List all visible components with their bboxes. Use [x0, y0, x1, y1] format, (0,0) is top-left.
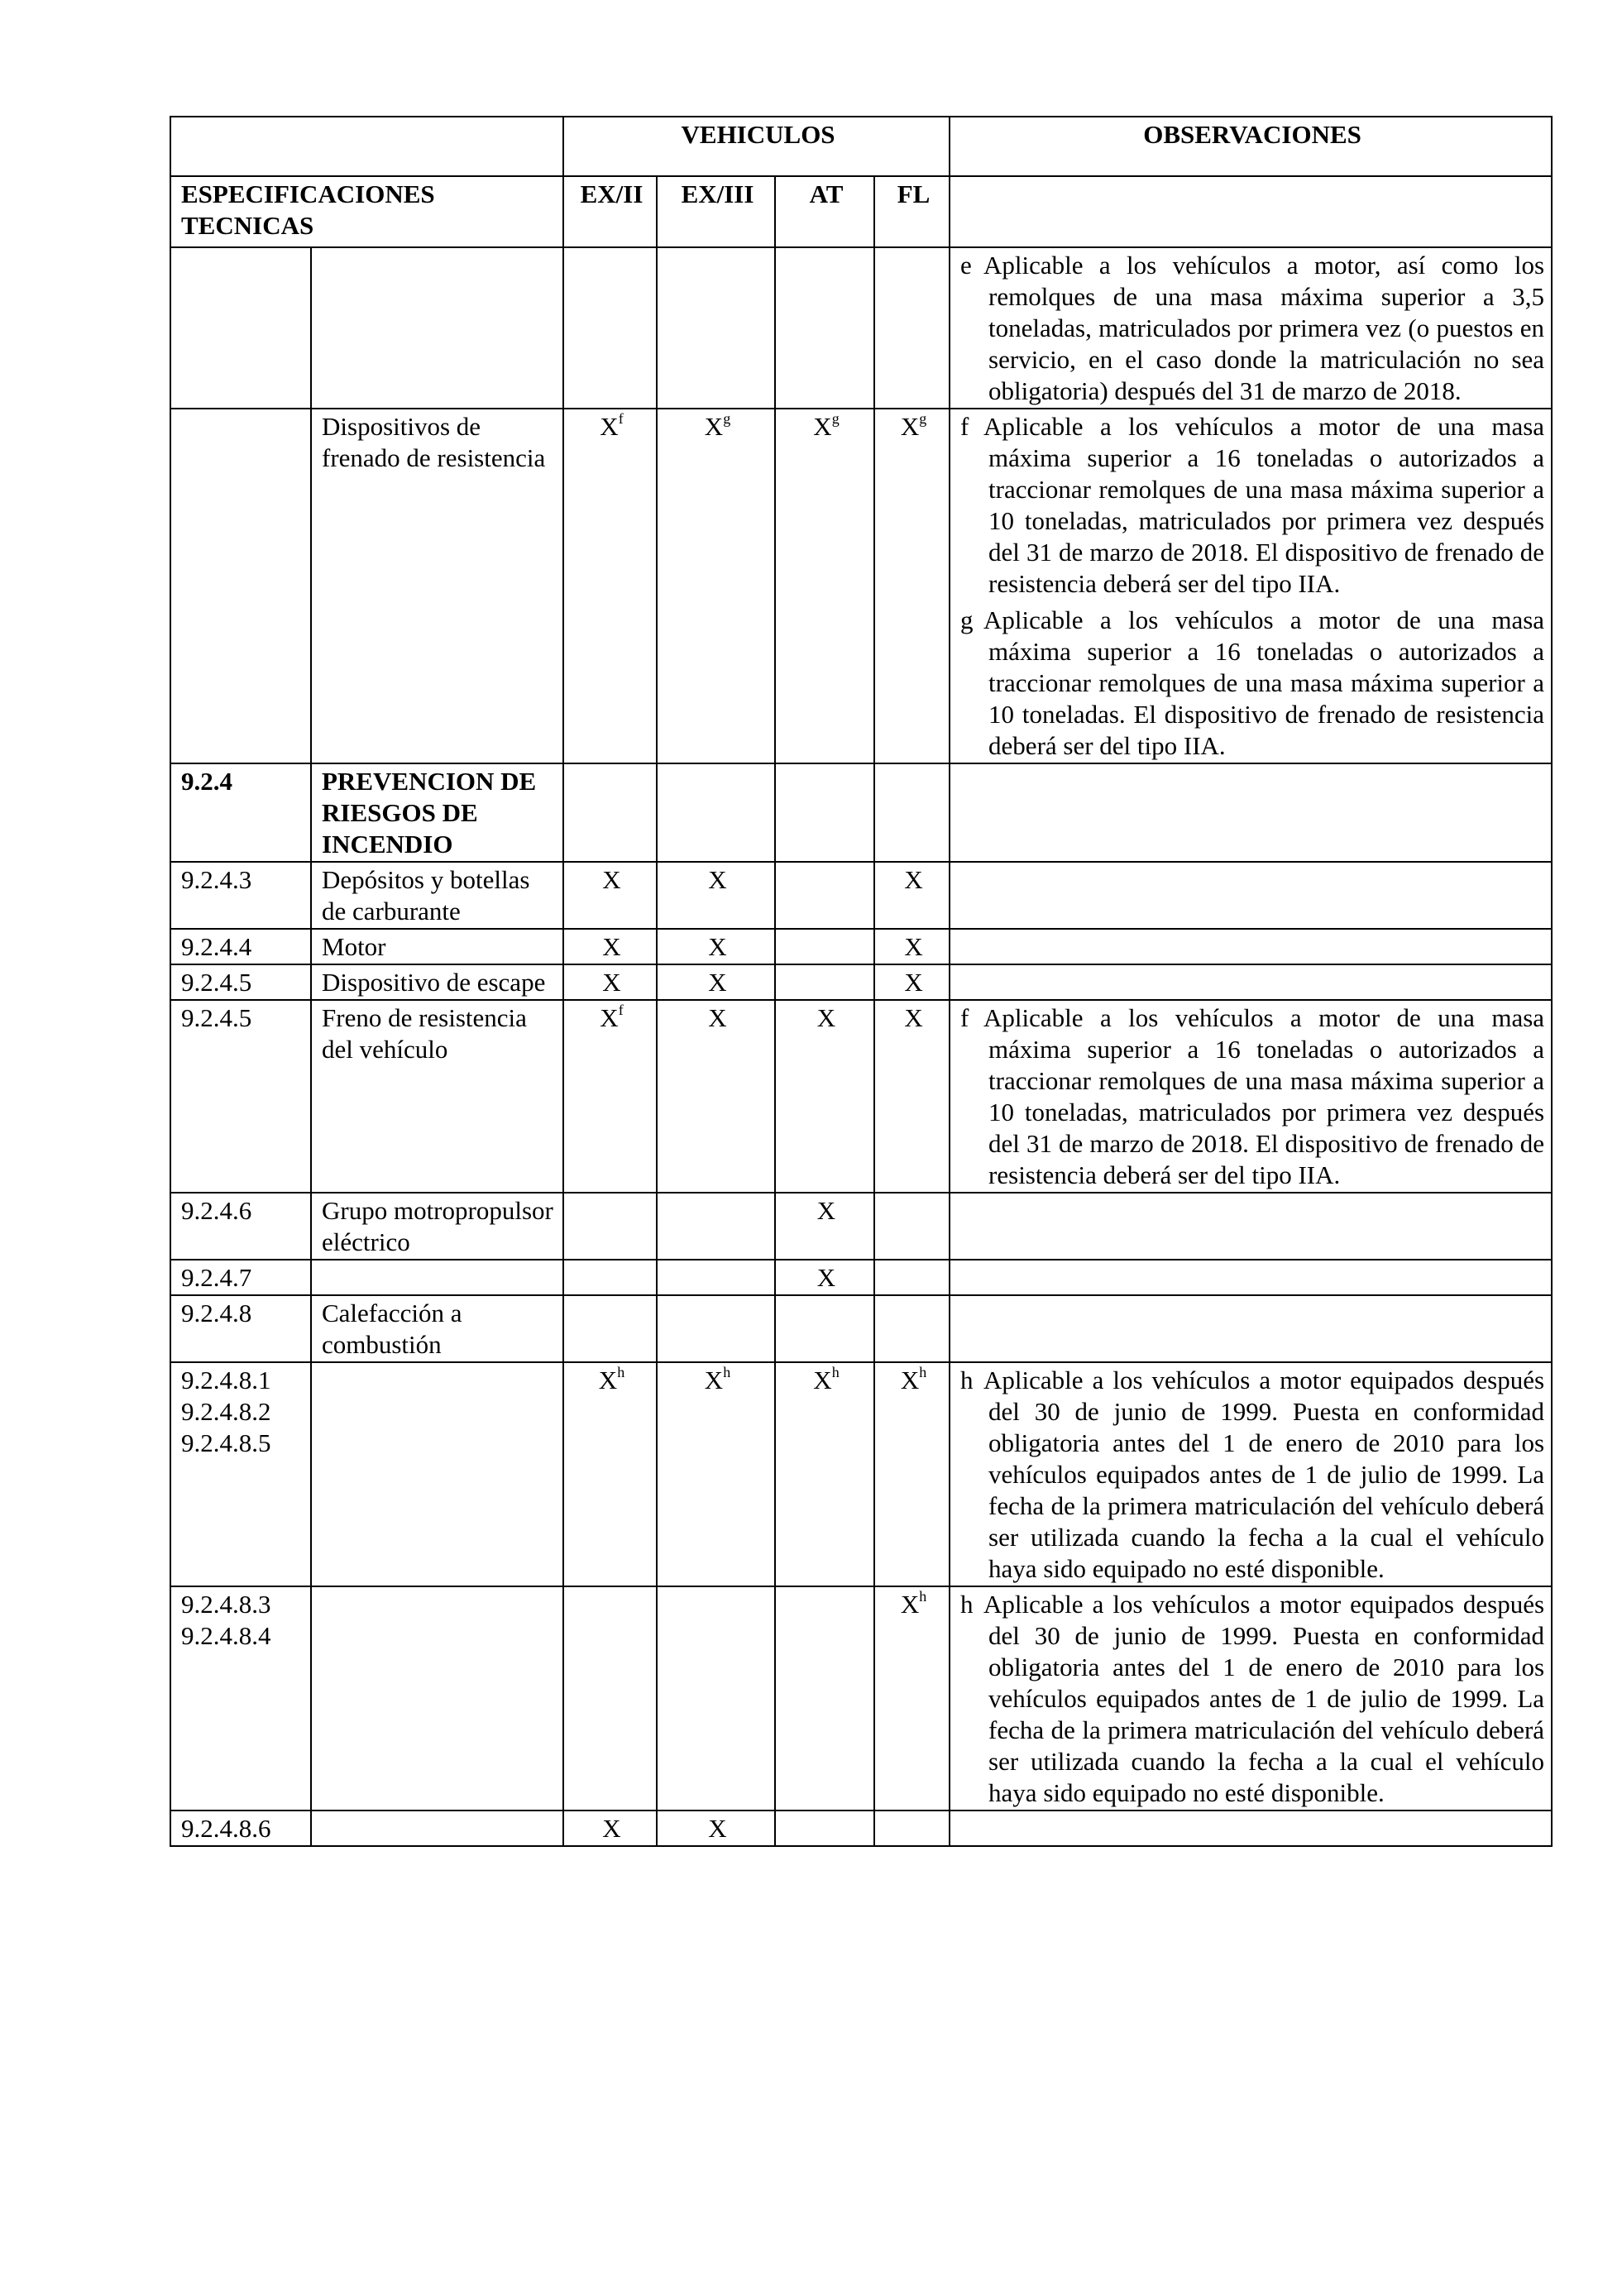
mark-cell-ex3	[657, 1362, 775, 1586]
vehicles-header: VEHICULOS	[563, 117, 950, 176]
footnote	[960, 1002, 1544, 1191]
table-row	[170, 1362, 1552, 1586]
mark-cell-fl	[874, 1260, 950, 1295]
observations-cell	[950, 964, 1552, 1000]
mark-cell-fl	[874, 247, 950, 409]
footnote-letter: h	[960, 1590, 974, 1619]
section-title: PREVENCION DE RIESGOS DE INCENDIO	[311, 763, 563, 862]
section-code: 9.2.4.3	[170, 862, 311, 929]
mark-cell-fl	[874, 409, 950, 763]
section-code-line: 9.2.4.8.5	[181, 1428, 271, 1457]
mark-cell-at	[775, 964, 874, 1000]
mark-cell-at	[775, 862, 874, 929]
mark-cell-at	[775, 1810, 874, 1846]
mark-cell-ex2	[563, 247, 657, 409]
footnote-reference: g	[723, 410, 731, 427]
mark-cell-ex2	[563, 1260, 657, 1295]
table-row	[170, 1295, 1552, 1362]
table-row	[170, 862, 1552, 929]
section-title: Dispositivo de escape	[311, 964, 563, 1000]
applicability-mark: X	[813, 1366, 832, 1394]
mark-cell-fl	[874, 1362, 950, 1586]
mark-cell-ex2	[563, 763, 657, 862]
section-title	[311, 1362, 563, 1586]
footnote	[960, 1365, 1544, 1585]
mark-cell-ex2	[563, 964, 657, 1000]
applicability-mark: X	[704, 412, 724, 441]
footnote-text: Aplicable a los vehículos a motor de una masa máxima superior a 16 toneladas o autorizados a traccionar remolques de una masa máxima superior a 10 toneladas. El dispositivo de frenado de resistencia deberá ser del tipo IIA.	[983, 605, 1545, 760]
footnote	[960, 411, 1544, 600]
col-header-ex3: EX/III	[657, 176, 775, 247]
section-code: 9.2.4.7	[170, 1260, 311, 1295]
applicability-mark: X	[600, 1003, 619, 1032]
applicability-mark: X	[598, 1366, 618, 1394]
col-header-fl: FL	[874, 176, 950, 247]
footnote-letter: f	[960, 412, 969, 441]
mark-cell-ex2	[563, 1000, 657, 1193]
applicability-mark: X	[816, 1263, 836, 1292]
applicability-mark: X	[904, 968, 923, 997]
mark-cell-ex3	[657, 1260, 775, 1295]
footnote-reference: h	[919, 1588, 927, 1605]
section-code: 9.2.4.8.6	[170, 1810, 311, 1846]
observations-cell	[950, 1193, 1552, 1260]
table-row	[170, 1260, 1552, 1295]
mark-cell-ex2	[563, 1295, 657, 1362]
spec-title: ESPECIFICACIONES TECNICAS	[170, 176, 563, 247]
footnote-reference: h	[831, 1364, 840, 1380]
section-title: Motor	[311, 929, 563, 964]
table-row	[170, 247, 1552, 409]
section-code	[170, 1586, 311, 1810]
applicability-mark: X	[708, 1814, 727, 1843]
footnote	[960, 250, 1544, 407]
mark-cell-at	[775, 1193, 874, 1260]
applicability-mark: X	[708, 865, 727, 894]
section-code: 9.2.4.4	[170, 929, 311, 964]
section-code: 9.2.4.6	[170, 1193, 311, 1260]
applicability-mark: X	[704, 1366, 724, 1394]
footnote-reference: h	[919, 1364, 927, 1380]
observations-header: OBSERVACIONES	[950, 117, 1552, 176]
mark-cell-ex2	[563, 1586, 657, 1810]
table-row	[170, 1810, 1552, 1846]
footnote-letter: e	[960, 251, 972, 280]
observations-cell	[950, 1586, 1552, 1810]
observations-cell	[950, 1000, 1552, 1193]
footnote-letter: h	[960, 1366, 974, 1394]
applicability-mark: X	[904, 865, 923, 894]
footnote-letter: f	[960, 1003, 969, 1032]
observations-cell	[950, 929, 1552, 964]
table-row	[170, 763, 1552, 862]
header-row-1	[170, 117, 1552, 176]
section-code: 9.2.4.8	[170, 1295, 311, 1362]
applicability-mark: X	[900, 1366, 920, 1394]
applicability-mark: X	[813, 412, 832, 441]
mark-cell-ex3	[657, 964, 775, 1000]
observations-cell	[950, 1362, 1552, 1586]
section-title: Grupo motropropulsor eléctrico	[311, 1193, 563, 1260]
observations-cell	[950, 1260, 1552, 1295]
mark-cell-at	[775, 1000, 874, 1193]
mark-cell-fl	[874, 964, 950, 1000]
mark-cell-ex2	[563, 862, 657, 929]
mark-cell-ex3	[657, 247, 775, 409]
mark-cell-fl	[874, 1295, 950, 1362]
mark-cell-fl	[874, 1586, 950, 1810]
mark-cell-ex3	[657, 409, 775, 763]
section-title	[311, 1586, 563, 1810]
table-row	[170, 929, 1552, 964]
applicability-mark: X	[708, 932, 727, 961]
mark-cell-ex3	[657, 929, 775, 964]
footnote-text: Aplicable a los vehículos a motor de una masa máxima superior a 16 toneladas o autorizados a traccionar remolques de una masa máxima superior a 10 toneladas, matriculados por primera vez después del 31 de marzo de 2018. El dispositivo de frenado de resistencia deberá ser del tipo IIA.	[983, 1003, 1545, 1189]
applicability-mark: X	[602, 932, 621, 961]
mark-cell-ex3	[657, 763, 775, 862]
footnote-text: Aplicable a los vehículos a motor de una masa máxima superior a 16 toneladas o autorizados a traccionar remolques de una masa máxima superior a 10 toneladas, matriculados por primera vez después del 31 de marzo de 2018. El dispositivo de frenado de resistencia deberá ser del tipo IIA.	[983, 412, 1545, 598]
mark-cell-fl	[874, 1193, 950, 1260]
applicability-mark: X	[602, 865, 621, 894]
footnote	[960, 605, 1544, 762]
mark-cell-ex2	[563, 1193, 657, 1260]
observations-cell	[950, 247, 1552, 409]
section-code-line: 9.2.4.8.4	[181, 1621, 271, 1650]
applicability-mark: X	[708, 968, 727, 997]
mark-cell-fl	[874, 763, 950, 862]
mark-cell-at	[775, 247, 874, 409]
mark-cell-at	[775, 409, 874, 763]
col-header-at: AT	[775, 176, 874, 247]
mark-cell-fl	[874, 1000, 950, 1193]
section-code-line: 9.2.4.8.2	[181, 1397, 271, 1426]
section-title	[311, 247, 563, 409]
section-code: 9.2.4	[170, 763, 311, 862]
section-title	[311, 1810, 563, 1846]
footnote-reference: h	[617, 1364, 625, 1380]
observations-cell	[950, 409, 1552, 763]
mark-cell-fl	[874, 929, 950, 964]
footnote	[960, 1589, 1544, 1809]
footnote-reference: f	[618, 1002, 624, 1018]
table-body	[170, 247, 1552, 1846]
mark-cell-ex2	[563, 1362, 657, 1586]
observations-empty-cell	[950, 176, 1552, 247]
header-empty-cell	[170, 117, 563, 176]
mark-cell-fl	[874, 862, 950, 929]
table-row	[170, 1000, 1552, 1193]
applicability-mark: X	[816, 1196, 836, 1225]
footnote-text: Aplicable a los vehículos a motor, así como los remolques de una masa máxima superior a 3,5 toneladas, matriculados por primera vez (o puestos en servicio, en el caso donde la matriculación no sea obligatoria) después del 31 de marzo de 2018.	[983, 251, 1545, 405]
applicability-mark: X	[816, 1003, 836, 1032]
mark-cell-ex3	[657, 862, 775, 929]
section-title: Calefacción a combustión	[311, 1295, 563, 1362]
applicability-mark: X	[904, 932, 923, 961]
applicability-mark: X	[900, 412, 920, 441]
mark-cell-ex2	[563, 929, 657, 964]
section-code	[170, 409, 311, 763]
mark-cell-at	[775, 1586, 874, 1810]
mark-cell-at	[775, 1295, 874, 1362]
footnote-reference: h	[723, 1364, 731, 1380]
applicability-mark: X	[904, 1003, 923, 1032]
section-title: Freno de resistencia del vehículo	[311, 1000, 563, 1193]
applicability-mark: X	[602, 968, 621, 997]
mark-cell-at	[775, 763, 874, 862]
footnote-letter: g	[960, 605, 974, 634]
mark-cell-fl	[874, 1810, 950, 1846]
section-title	[311, 1260, 563, 1295]
mark-cell-ex3	[657, 1810, 775, 1846]
section-code	[170, 1362, 311, 1586]
applicability-mark: X	[708, 1003, 727, 1032]
applicability-mark: X	[900, 1590, 920, 1619]
observations-cell	[950, 763, 1552, 862]
col-header-ex2: EX/II	[563, 176, 657, 247]
observations-cell	[950, 1810, 1552, 1846]
table-row	[170, 964, 1552, 1000]
section-title: Depósitos y botellas de carburante	[311, 862, 563, 929]
mark-cell-ex2	[563, 409, 657, 763]
specifications-table	[170, 116, 1553, 1847]
mark-cell-ex3	[657, 1193, 775, 1260]
mark-cell-ex3	[657, 1000, 775, 1193]
section-code-line: 9.2.4.8.3	[181, 1590, 271, 1619]
section-title: Dispositivos de frenado de resistencia	[311, 409, 563, 763]
footnote-reference: g	[831, 410, 840, 427]
footnote-reference: g	[919, 410, 927, 427]
table-row	[170, 1193, 1552, 1260]
footnote-reference: f	[618, 410, 624, 427]
footnote-text: Aplicable a los vehículos a motor equipados después del 30 de junio de 1999. Puesta en conformidad obligatoria antes del 1 de enero de 2010 para los vehículos equipados antes de 1 de julio de 1999. La fecha de la primera matriculación del vehículo deberá ser utilizada cuando la fecha a la cual el vehículo haya sido equipado no esté disponible.	[983, 1366, 1545, 1583]
mark-cell-ex3	[657, 1295, 775, 1362]
applicability-mark: X	[602, 1814, 621, 1843]
mark-cell-ex3	[657, 1586, 775, 1810]
mark-cell-at	[775, 1260, 874, 1295]
table-row	[170, 1586, 1552, 1810]
document-page	[170, 116, 1553, 1847]
mark-cell-at	[775, 1362, 874, 1586]
section-code-line: 9.2.4.8.1	[181, 1366, 271, 1394]
applicability-mark: X	[600, 412, 619, 441]
observations-cell	[950, 1295, 1552, 1362]
header-row-2	[170, 176, 1552, 247]
footnote-text: Aplicable a los vehículos a motor equipados después del 30 de junio de 1999. Puesta en conformidad obligatoria antes del 1 de enero de 2010 para los vehículos equipados antes de 1 de julio de 1999. La fecha de la primera matriculación del vehículo deberá ser utilizada cuando la fecha a la cual el vehículo haya sido equipado no esté disponible.	[983, 1590, 1545, 1807]
table-row	[170, 409, 1552, 763]
observations-cell	[950, 862, 1552, 929]
section-code	[170, 247, 311, 409]
mark-cell-at	[775, 929, 874, 964]
mark-cell-ex2	[563, 1810, 657, 1846]
section-code: 9.2.4.5	[170, 964, 311, 1000]
section-code: 9.2.4.5	[170, 1000, 311, 1193]
